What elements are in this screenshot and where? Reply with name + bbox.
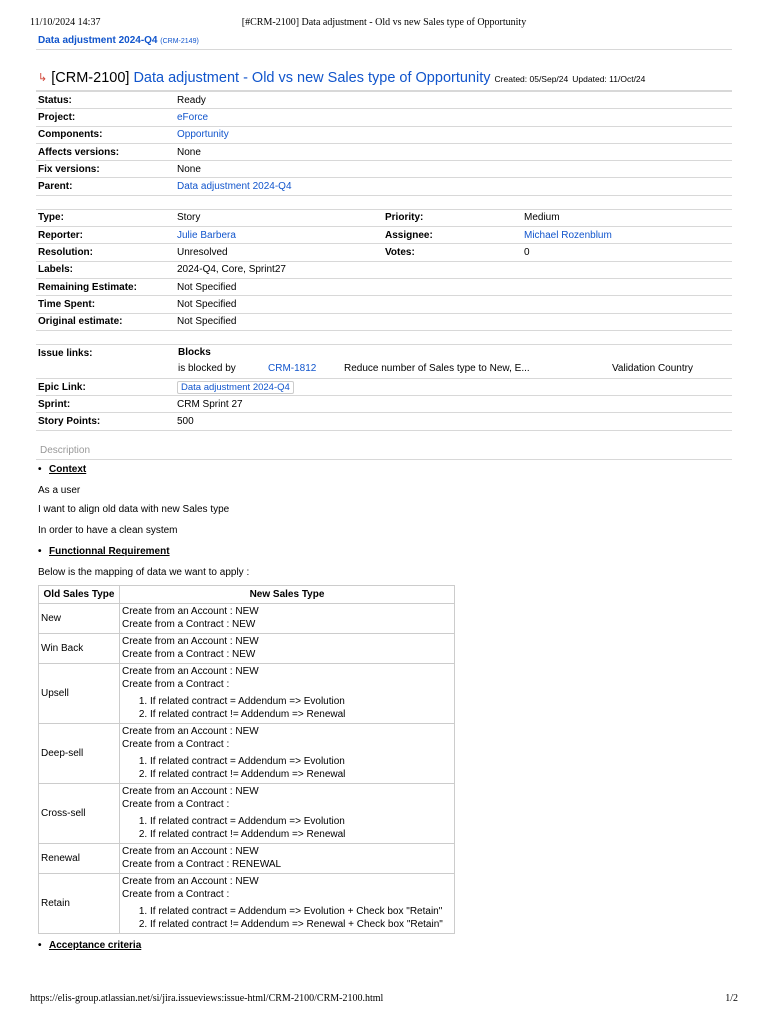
old-sales-type-cell: Upsell: [39, 663, 120, 723]
field-value-original: Not Specified: [175, 313, 732, 330]
table-row: [39, 723, 455, 783]
field-row: [36, 143, 732, 160]
mapping-line: Create from a Contract :: [122, 738, 230, 750]
field-value-epic: [175, 378, 732, 395]
field-label: Priority:: [383, 209, 522, 226]
issue-page: [36, 33, 732, 954]
context-heading: • Context: [38, 464, 732, 478]
field-label: Status:: [36, 92, 175, 109]
field-value: None: [175, 161, 732, 178]
mapping-rule-item: 2. If related contract != Addendum => Renewal: [150, 828, 452, 842]
table-row: [39, 783, 455, 843]
field-value-remaining: Not Specified: [175, 278, 732, 295]
old-sales-type-cell: Cross-sell: [39, 783, 120, 843]
mapping-line: Create from an Account : NEW: [122, 725, 259, 737]
field-value-spent: Not Specified: [175, 296, 732, 313]
field-value: [175, 109, 732, 126]
field-row-type: [36, 209, 732, 226]
field-label: Fix versions:: [36, 161, 175, 178]
field-label: Project:: [36, 109, 175, 126]
mapping-line: Create from an Account : NEW: [122, 635, 259, 647]
link-type: is blocked by: [178, 363, 236, 375]
table-row: [39, 843, 455, 873]
field-label: Reporter:: [36, 227, 175, 244]
mapping-rule-item: 1. If related contract = Addendum => Evolution + Check box "Retain": [150, 905, 452, 919]
field-value: [175, 126, 732, 143]
mapping-rule-list: [122, 815, 452, 842]
field-label: Type:: [36, 209, 175, 226]
field-row-reporter: [36, 227, 732, 244]
linked-issue-summary: Reduce number of Sales type to New, E...: [344, 363, 530, 375]
old-sales-type-cell: Win Back: [39, 633, 120, 663]
field-value-resolution: Unresolved: [175, 244, 383, 261]
field-row: [36, 161, 732, 178]
field-row: [36, 178, 732, 195]
parent-key[interactable]: (CRM-2149): [160, 38, 199, 45]
field-label: Parent:: [36, 178, 175, 195]
field-row-points: [36, 413, 732, 430]
print-header: [30, 17, 738, 31]
divider: [36, 49, 732, 50]
field-value-link[interactable]: Opportunity: [177, 129, 229, 141]
mapping-line: Create from an Account : NEW: [122, 785, 259, 797]
context-line: As a user: [38, 484, 81, 496]
print-datetime: 11/10/2024 14:37: [30, 17, 101, 28]
updated-date: Updated: 11/Oct/24: [572, 74, 646, 84]
field-label: Votes:: [383, 244, 522, 261]
field-row-remaining: [36, 278, 732, 295]
created-date: Created: 05/Sep/24: [494, 74, 569, 84]
linked-issue-key[interactable]: CRM-1812: [268, 363, 317, 375]
mapping-rule-item: 2. If related contract != Addendum => Renewal + Check box "Retain": [150, 918, 452, 932]
field-row-issue-links: [36, 344, 732, 378]
mapping-intro: Below is the mapping of data we want to apply :: [38, 567, 250, 579]
mapping-line: Create from an Account : NEW: [122, 605, 259, 617]
old-sales-type-cell: New: [39, 603, 120, 633]
field-value-votes: 0: [522, 244, 732, 261]
field-value-sprint: CRM Sprint 27: [175, 396, 732, 413]
functional-requirement-heading: • Functionnal Requirement: [38, 546, 732, 560]
sales-type-mapping-table: [38, 585, 455, 934]
field-label: Time Spent:: [36, 296, 175, 313]
mapping-line: Create from a Contract : NEW: [122, 618, 256, 630]
field-value-link[interactable]: Data adjustment 2024-Q4: [177, 181, 292, 193]
new-sales-type-cell: [120, 723, 455, 783]
field-value-priority: Medium: [522, 209, 732, 226]
parent-breadcrumb: [36, 33, 732, 49]
fields-table-general: [36, 91, 732, 196]
field-label: Original estimate:: [36, 313, 175, 330]
description-label: Description: [36, 431, 732, 460]
field-value-link[interactable]: eForce: [177, 111, 209, 123]
field-row-spent: [36, 296, 732, 313]
issue-link-row: [178, 361, 729, 375]
mapping-rule-item: 1. If related contract = Addendum => Evolution: [150, 695, 452, 709]
table-row: [39, 603, 455, 633]
blocks-heading: Blocks: [178, 347, 211, 359]
field-value-assignee: [522, 227, 732, 244]
field-value-points: 500: [175, 413, 732, 430]
new-sales-type-cell: [120, 663, 455, 723]
field-label: Assignee:: [383, 227, 522, 244]
field-value: Ready: [175, 92, 732, 109]
mapping-rule-list: [122, 695, 452, 722]
new-sales-type-cell: [120, 843, 455, 873]
field-value: [175, 178, 732, 195]
field-label: Labels:: [36, 261, 175, 278]
epic-link-tag[interactable]: Data adjustment 2024-Q4: [177, 381, 294, 394]
reporter-link[interactable]: Julie Barbera: [177, 229, 236, 241]
field-value-type: Story: [175, 209, 383, 226]
fields-table-details: [36, 209, 732, 331]
print-footer: [30, 993, 738, 1007]
fields-table-links: [36, 344, 732, 431]
field-label: Resolution:: [36, 244, 175, 261]
table-row: [39, 633, 455, 663]
field-row-sprint: [36, 396, 732, 413]
mapping-line: Create from a Contract : RENEWAL: [122, 858, 282, 870]
linked-issue-status: Validation Country: [612, 363, 693, 375]
table-row: [39, 663, 455, 723]
context-line: In order to have a clean system: [38, 524, 178, 536]
field-label: Epic Link:: [36, 378, 175, 395]
issue-key: [CRM-2100]: [51, 70, 130, 86]
field-label: Affects versions:: [36, 143, 175, 160]
mapping-rule-item: 1. If related contract = Addendum => Evolution: [150, 815, 452, 829]
mapping-line: Create from a Contract :: [122, 888, 230, 900]
field-row: [36, 92, 732, 109]
context-line: I want to align old data with new Sales type: [38, 504, 230, 516]
old-sales-type-cell: Renewal: [39, 843, 120, 873]
new-sales-type-cell: [120, 603, 455, 633]
mapping-line: Create from a Contract :: [122, 678, 230, 690]
field-label: Story Points:: [36, 413, 175, 430]
mapping-line: Create from an Account : NEW: [122, 665, 259, 677]
table-row: [39, 873, 455, 933]
issue-links-cell: [175, 344, 732, 378]
field-row: [36, 126, 732, 143]
mapping-rule-item: 2. If related contract != Addendum => Renewal: [150, 708, 452, 722]
mapping-line: Create from an Account : NEW: [122, 875, 259, 887]
mapping-rule-list: [122, 755, 452, 782]
field-row-epic: [36, 378, 732, 395]
field-value-reporter: [175, 227, 383, 244]
mapping-rule-item: 1. If related contract = Addendum => Evolution: [150, 755, 452, 769]
field-row-resolution: [36, 244, 732, 261]
acceptance-criteria-heading: • Acceptance criteria: [38, 940, 732, 954]
issue-summary-link[interactable]: Data adjustment - Old vs new Sales type of Opportunity: [133, 70, 491, 86]
new-sales-type-cell: [120, 783, 455, 843]
parent-link[interactable]: Data adjustment 2024-Q4: [38, 35, 158, 46]
field-value: None: [175, 143, 732, 160]
mapping-rule-list: [122, 905, 452, 932]
new-sales-type-cell: [120, 873, 455, 933]
field-label: Sprint:: [36, 396, 175, 413]
field-label: Issue links:: [36, 344, 175, 378]
field-row-labels: [36, 261, 732, 278]
mapping-line: Create from an Account : NEW: [122, 845, 259, 857]
old-sales-type-cell: Deep-sell: [39, 723, 120, 783]
field-label: Remaining Estimate:: [36, 278, 175, 295]
new-sales-type-cell: [120, 633, 455, 663]
print-url: https://elis-group.atlassian.net/si/jira.issueviews:issue-html/CRM-2100/CRM-2100.html: [30, 993, 384, 1004]
field-row-original: [36, 313, 732, 330]
print-title: [#CRM-2100] Data adjustment - Old vs new Sales type of Opportunity: [241, 17, 527, 28]
assignee-link[interactable]: Michael Rozenblum: [524, 229, 612, 241]
column-header-new: New Sales Type: [120, 585, 455, 603]
column-header-old: Old Sales Type: [39, 585, 120, 603]
old-sales-type-cell: Retain: [39, 873, 120, 933]
field-row: [36, 109, 732, 126]
description-body: [36, 464, 732, 954]
field-label: Components:: [36, 126, 175, 143]
subtask-arrow-icon: ↳: [38, 72, 48, 84]
mapping-line: Create from a Contract : NEW: [122, 648, 256, 660]
print-page-number: 1/2: [725, 993, 738, 1004]
field-value-labels: 2024-Q4, Core, Sprint27: [175, 261, 732, 278]
mapping-rule-item: 2. If related contract != Addendum => Renewal: [150, 768, 452, 782]
table-header-row: [39, 585, 455, 603]
mapping-line: Create from a Contract :: [122, 798, 230, 810]
issue-title: [36, 70, 732, 90]
